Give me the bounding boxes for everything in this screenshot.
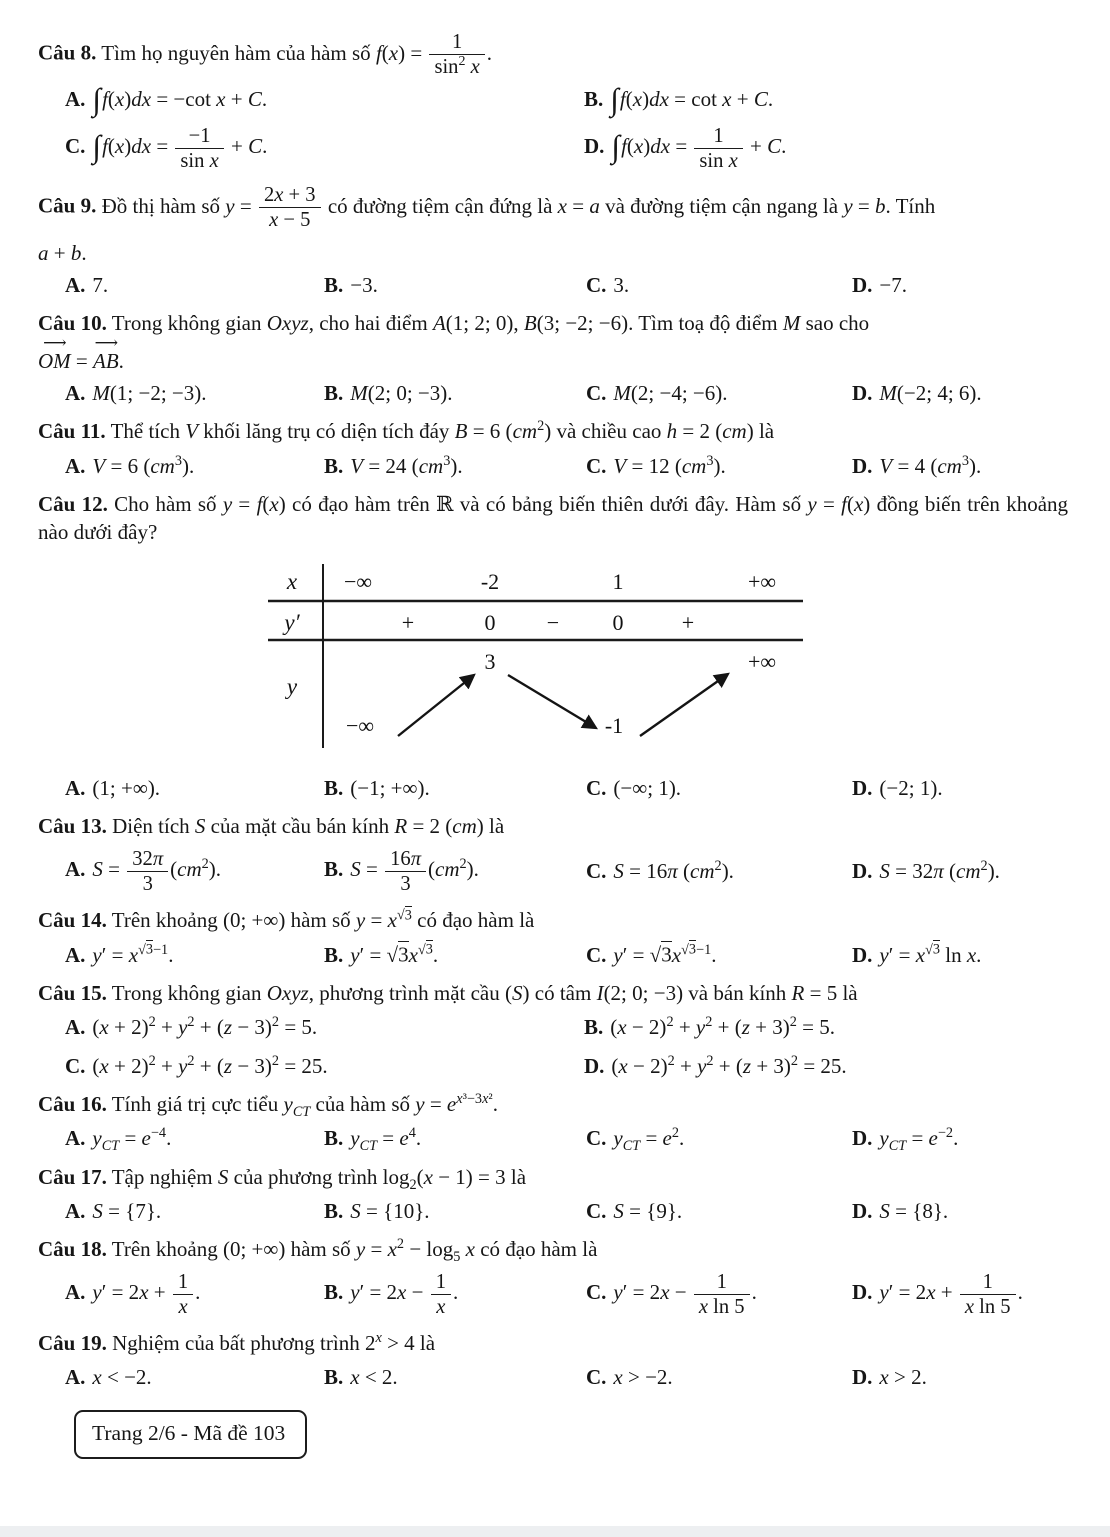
question-10-stem	[38, 309, 1068, 337]
option-key: A.	[65, 453, 86, 478]
option-key: B.	[324, 942, 344, 967]
question-16-option-d	[852, 1124, 1068, 1155]
table-y-peak: 3	[484, 648, 496, 674]
option-value: $(x + 2)^2 + y^2 + (z - 3)^2 = 25$.	[92, 1052, 328, 1078]
option-value: (−1; +∞).	[350, 776, 430, 801]
option-value: x > 2.	[879, 1365, 927, 1390]
question-19-option-c	[586, 1363, 848, 1391]
question-16	[38, 1090, 1068, 1153]
question-14-text: Trên khoảng (0; +∞) hàm số $y = x^{√3}$ có đạo hàm là	[111, 907, 535, 933]
question-17-text: Tập nghiệm S của phương trình $\log_2(x - 1) = 3$ là	[111, 1164, 527, 1193]
question-9-options	[38, 271, 1068, 299]
option-key: B.	[584, 1015, 604, 1040]
option-key: A.	[65, 381, 86, 406]
option-value: $y' = √3x^{√3-1}$.	[613, 941, 717, 967]
option-key: B.	[324, 857, 344, 882]
option-key: B.	[324, 381, 344, 406]
option-value: ∫f(x)dx = cot x + C.	[610, 82, 774, 118]
option-key: C.	[586, 1365, 607, 1390]
option-value: (1; +∞).	[92, 776, 161, 801]
question-18-stem	[38, 1235, 1068, 1266]
option-value: V = 4 $(cm^3)$.	[879, 452, 982, 478]
option-value: M(2; −4; −6).	[613, 381, 728, 406]
option-key: C.	[586, 273, 607, 297]
question-17-option-d	[852, 1197, 1068, 1225]
table-x-val: −∞	[343, 568, 373, 594]
option-key: C.	[65, 134, 86, 159]
question-9-stem2: a + b.	[38, 240, 87, 265]
question-15-option-a	[65, 1013, 580, 1041]
question-11	[38, 417, 1068, 480]
option-value: M(1; −2; −3).	[92, 381, 207, 406]
question-15-stem	[38, 979, 1068, 1007]
option-value: 3.	[613, 273, 630, 297]
option-key: B.	[324, 1126, 344, 1151]
option-key: A.	[65, 857, 86, 882]
table-x-val: 1	[612, 568, 624, 594]
question-8-option-b	[584, 82, 1068, 118]
option-key: B.	[324, 776, 344, 801]
option-key: D.	[852, 1198, 873, 1223]
question-12-options	[38, 774, 1068, 802]
table-dy-val: +	[681, 609, 695, 635]
option-key: C.	[586, 942, 607, 967]
option-key: A.	[65, 1365, 86, 1390]
option-value: y′ = 2x + $\frac{1}{x}$ .	[92, 1270, 201, 1318]
question-15-option-d	[584, 1052, 1068, 1080]
question-12-stem	[38, 490, 1068, 547]
option-value: y′ = 2x − $\frac{1}{\text{x ln 5}}$ .	[613, 1270, 757, 1318]
option-value: y′ = 2x + $\frac{1}{\text{x ln 5}}$ .	[879, 1270, 1023, 1318]
question-10-options	[38, 379, 1068, 407]
question-18-option-b	[324, 1270, 582, 1319]
question-19-label: Câu 19.	[38, 1331, 107, 1356]
option-value: S = $\frac{32\pi}{3}$ $(cm^2)$.	[92, 847, 222, 895]
question-14-option-c	[586, 941, 848, 969]
question-10-option-c	[586, 379, 848, 407]
question-14-stem	[38, 906, 1068, 934]
question-8-options	[38, 82, 1068, 173]
question-16-label: Câu 16.	[38, 1091, 107, 1116]
table-y-end: +∞	[747, 648, 777, 674]
question-9-option-b	[324, 271, 582, 299]
option-key: C.	[586, 1280, 607, 1305]
option-value: 7.	[92, 273, 109, 297]
question-11-option-b	[324, 452, 582, 480]
question-15-option-b	[584, 1013, 1068, 1041]
option-key: A.	[65, 1126, 86, 1151]
table-x-label: x	[286, 568, 298, 594]
question-13-label: Câu 13.	[38, 814, 107, 839]
option-key: B.	[324, 1365, 344, 1390]
option-value: S = $\frac{16\pi}{3}$ $(cm^2)$.	[350, 847, 479, 895]
option-value: y′ = 2x − $\frac{1}{x}$ .	[350, 1270, 459, 1318]
question-11-option-d	[852, 452, 1068, 480]
question-10-option-d	[852, 379, 1068, 407]
option-value: S = 16π $(cm^2)$.	[613, 858, 734, 884]
question-9	[38, 183, 1068, 299]
question-16-option-c	[586, 1124, 848, 1155]
question-15-option-c	[65, 1052, 580, 1080]
question-8-text: Tìm họ nguyên hàm của hàm số f(x) = $\frac{1}{\sin^2 x}$ .	[101, 31, 493, 79]
option-key: A.	[65, 942, 86, 967]
option-key: C.	[586, 381, 607, 406]
option-value: V = 24 $(cm^3)$.	[350, 452, 463, 478]
question-14	[38, 906, 1068, 969]
question-13-option-a	[65, 847, 320, 896]
scan-edge-artifact	[0, 1526, 1110, 1537]
option-value: x < 2.	[350, 1365, 398, 1390]
table-x-val: -2	[480, 568, 500, 594]
option-key: A.	[65, 87, 86, 112]
option-value: S = {10}.	[350, 1198, 430, 1223]
table-dy-val: 0	[612, 609, 624, 635]
option-key: D.	[852, 776, 873, 801]
option-value: $y' = x^{√3}$ ln x.	[879, 941, 982, 967]
option-key: D.	[852, 453, 873, 478]
option-key: B.	[324, 1280, 344, 1305]
question-17-options	[38, 1197, 1068, 1225]
question-13-option-c	[586, 857, 848, 885]
option-key: D.	[852, 1280, 873, 1305]
question-9-stem	[38, 183, 1068, 232]
option-key: D.	[584, 134, 605, 159]
variation-table	[266, 561, 806, 751]
question-10-option-b	[324, 379, 582, 407]
question-10-label: Câu 10.	[38, 311, 107, 336]
option-value: $y' = x^{√3-1}$.	[92, 941, 174, 967]
option-key: A.	[65, 273, 86, 297]
table-x-val: +∞	[747, 568, 777, 594]
question-8-option-d	[584, 124, 1068, 173]
option-value: S = {8}.	[879, 1198, 949, 1223]
option-key: C.	[586, 776, 607, 801]
option-key: A.	[65, 1015, 86, 1040]
page-footer-text: Trang 2/6 - Mã đề 103	[92, 1420, 286, 1445]
table-dy-label: y′	[284, 609, 300, 635]
option-key: A.	[65, 1280, 86, 1305]
option-value: (−∞; 1).	[613, 776, 682, 801]
question-18-option-c	[586, 1270, 848, 1319]
option-value: $(x - 2)^2 + y^2 + (z + 3)^2 = 5$.	[610, 1014, 835, 1040]
option-key: D.	[852, 942, 873, 967]
table-y-start: −∞	[345, 712, 375, 738]
question-19	[38, 1329, 1068, 1392]
question-8	[38, 30, 1068, 173]
option-value: $y_{CT} = e^{-2}$.	[879, 1125, 959, 1155]
question-12-option-c	[586, 774, 848, 802]
option-key: D.	[852, 1126, 873, 1151]
question-15-text: Trong không gian Oxyz, phương trình mặt cầu (S) có tâm I(2; 0; −3) và bán kính R = 5 là	[111, 980, 858, 1005]
question-18-option-d	[852, 1270, 1068, 1319]
question-18-option-a	[65, 1270, 320, 1319]
question-12-option-d	[852, 774, 1068, 802]
option-value: M(−2; 4; 6).	[879, 381, 982, 406]
option-value: S = 32π $(cm^2)$.	[879, 858, 1000, 884]
question-15-label: Câu 15.	[38, 980, 107, 1005]
question-12-text: Cho hàm số y = f(x) có đạo hàm trên ℝ và có bảng biến thiên dưới đây. Hàm số y = f(x) đồng biến trên khoảng nào dưới đây?	[38, 492, 1069, 545]
question-11-option-a	[65, 452, 320, 480]
question-15	[38, 979, 1068, 1080]
option-value: (−2; 1).	[879, 776, 943, 801]
question-13-option-b	[324, 847, 582, 896]
question-11-options	[38, 452, 1068, 480]
option-value: $(x + 2)^2 + y^2 + (z - 3)^2 = 5$.	[92, 1014, 318, 1040]
table-y-label: y	[286, 673, 298, 699]
question-16-option-b	[324, 1124, 582, 1155]
option-key: C.	[65, 1053, 86, 1078]
question-17-option-a	[65, 1197, 320, 1225]
question-11-text: Thể tích V khối lăng trụ có diện tích đáy B = 6 $(cm^2)$ và chiều cao h = 2 (cm) là	[110, 418, 775, 444]
question-19-option-d	[852, 1363, 1068, 1391]
question-10-text: Trong không gian Oxyz, cho hai điểm A(1; 2; 0), B(3; −2; −6). Tìm toạ độ điểm M sao cho	[111, 311, 870, 336]
question-9-option-d	[852, 271, 1068, 299]
question-18	[38, 1235, 1068, 1319]
question-15-options	[38, 1013, 1068, 1080]
option-value: ∫f(x)dx = $\frac{-1}{\text{sin x}}$ + C.	[92, 124, 268, 172]
option-key: C.	[586, 1126, 607, 1151]
question-13-stem	[38, 812, 1068, 840]
question-17	[38, 1163, 1068, 1226]
option-key: B.	[324, 1198, 344, 1223]
question-19-option-b	[324, 1363, 582, 1391]
question-8-option-a	[65, 82, 580, 118]
option-key: D.	[852, 381, 873, 406]
option-key: B.	[324, 453, 344, 478]
option-value: V = 12 $(cm^3)$.	[613, 452, 726, 478]
option-value: x > −2.	[613, 1365, 673, 1390]
table-dy-val: −	[546, 609, 560, 635]
question-17-option-c	[586, 1197, 848, 1225]
option-key: D.	[584, 1053, 605, 1078]
question-11-option-c	[586, 452, 848, 480]
question-18-text: Trên khoảng (0; +∞) hàm số $y = x^2 - \log_5 x$ có đạo hàm là	[111, 1236, 598, 1266]
question-11-stem	[38, 417, 1068, 445]
option-value: ∫f(x)dx = $\frac{1}{\text{sin x}}$ + C.	[611, 124, 787, 172]
table-dy-val: 0	[484, 609, 496, 635]
question-9-option-c	[586, 271, 848, 299]
question-10-option-a	[65, 379, 320, 407]
option-value: $y' = √3x^{√3}$.	[350, 941, 439, 967]
option-key: C.	[586, 453, 607, 478]
option-key: D.	[852, 859, 873, 884]
question-13-option-d	[852, 857, 1068, 885]
question-19-stem	[38, 1329, 1068, 1357]
question-10-stem2: ⟶ OM = ⟶ AB.	[38, 344, 1068, 375]
question-17-option-b	[324, 1197, 582, 1225]
option-value: x < −2.	[92, 1365, 152, 1390]
question-8-label: Câu 8.	[38, 40, 97, 65]
question-14-options	[38, 941, 1068, 969]
option-key: D.	[852, 273, 873, 297]
option-value: $y_{CT} = e^4$.	[350, 1125, 422, 1155]
option-key: D.	[852, 1365, 873, 1390]
question-17-stem	[38, 1163, 1068, 1191]
question-10	[38, 309, 1068, 407]
question-12-option-b	[324, 774, 582, 802]
question-13-text: Diện tích S của mặt cầu bán kính R = 2 (cm) là	[112, 814, 505, 839]
question-17-label: Câu 17.	[38, 1164, 107, 1189]
question-9-option-a	[65, 271, 320, 299]
question-13-options	[38, 847, 1068, 896]
question-12-option-a	[65, 774, 320, 802]
question-9-label: Câu 9.	[38, 193, 97, 218]
question-8-option-c	[65, 124, 580, 173]
question-11-label: Câu 11.	[38, 419, 106, 444]
option-value: $y_{CT} = e^2$.	[613, 1125, 685, 1155]
table-y-valley: -1	[604, 712, 624, 738]
question-16-stem	[38, 1090, 1068, 1121]
question-18-label: Câu 18.	[38, 1237, 107, 1262]
table-dy-val: +	[401, 609, 415, 635]
question-12	[38, 490, 1068, 802]
option-value: $y_{CT} = e^{-4}$.	[92, 1125, 172, 1155]
question-18-options	[38, 1270, 1068, 1319]
option-key: B.	[584, 87, 604, 112]
option-key: A.	[65, 1198, 86, 1223]
question-16-options	[38, 1124, 1068, 1155]
option-value: −7.	[879, 273, 908, 297]
question-9-text: Đồ thị hàm số y = $\frac{2x + 3}{x - 5}$ có đường tiệm cận đứng là x = a và đường tiệm cận ngang là y = b. Tính	[101, 184, 936, 232]
question-13	[38, 812, 1068, 896]
variation-table-wrap	[266, 561, 1068, 758]
question-14-option-b	[324, 941, 582, 969]
question-19-option-a	[65, 1363, 320, 1391]
question-14-label: Câu 14.	[38, 908, 107, 933]
question-14-option-a	[65, 941, 320, 969]
question-16-option-a	[65, 1124, 320, 1155]
option-key: C.	[586, 1198, 607, 1223]
option-value: V = 6 $(cm^3)$.	[92, 452, 195, 478]
question-8-stem	[38, 30, 1068, 79]
question-12-label: Câu 12.	[38, 492, 108, 517]
question-19-options	[38, 1363, 1068, 1391]
option-value: $(x - 2)^2 + y^2 + (z + 3)^2 = 25$.	[611, 1052, 847, 1078]
option-value: M(2; 0; −3).	[350, 381, 453, 406]
option-key: C.	[586, 859, 607, 884]
option-value: ∫f(x)dx = −cot x + C.	[92, 82, 268, 118]
question-14-option-d	[852, 941, 1068, 969]
option-key: A.	[65, 776, 86, 801]
option-value: −3.	[350, 273, 378, 297]
option-value: S = {9}.	[613, 1198, 683, 1223]
option-value: S = {7}.	[92, 1198, 162, 1223]
page-footer-box	[74, 1410, 307, 1459]
question-19-text: Nghiệm của bất phương trình $2^x > 4$ là	[112, 1330, 436, 1356]
question-16-text: Tính giá trị cực tiểu $y_{CT}$ của hàm số $y = e^{x^3-3x^2}$.	[111, 1090, 498, 1121]
option-key: B.	[324, 273, 344, 297]
